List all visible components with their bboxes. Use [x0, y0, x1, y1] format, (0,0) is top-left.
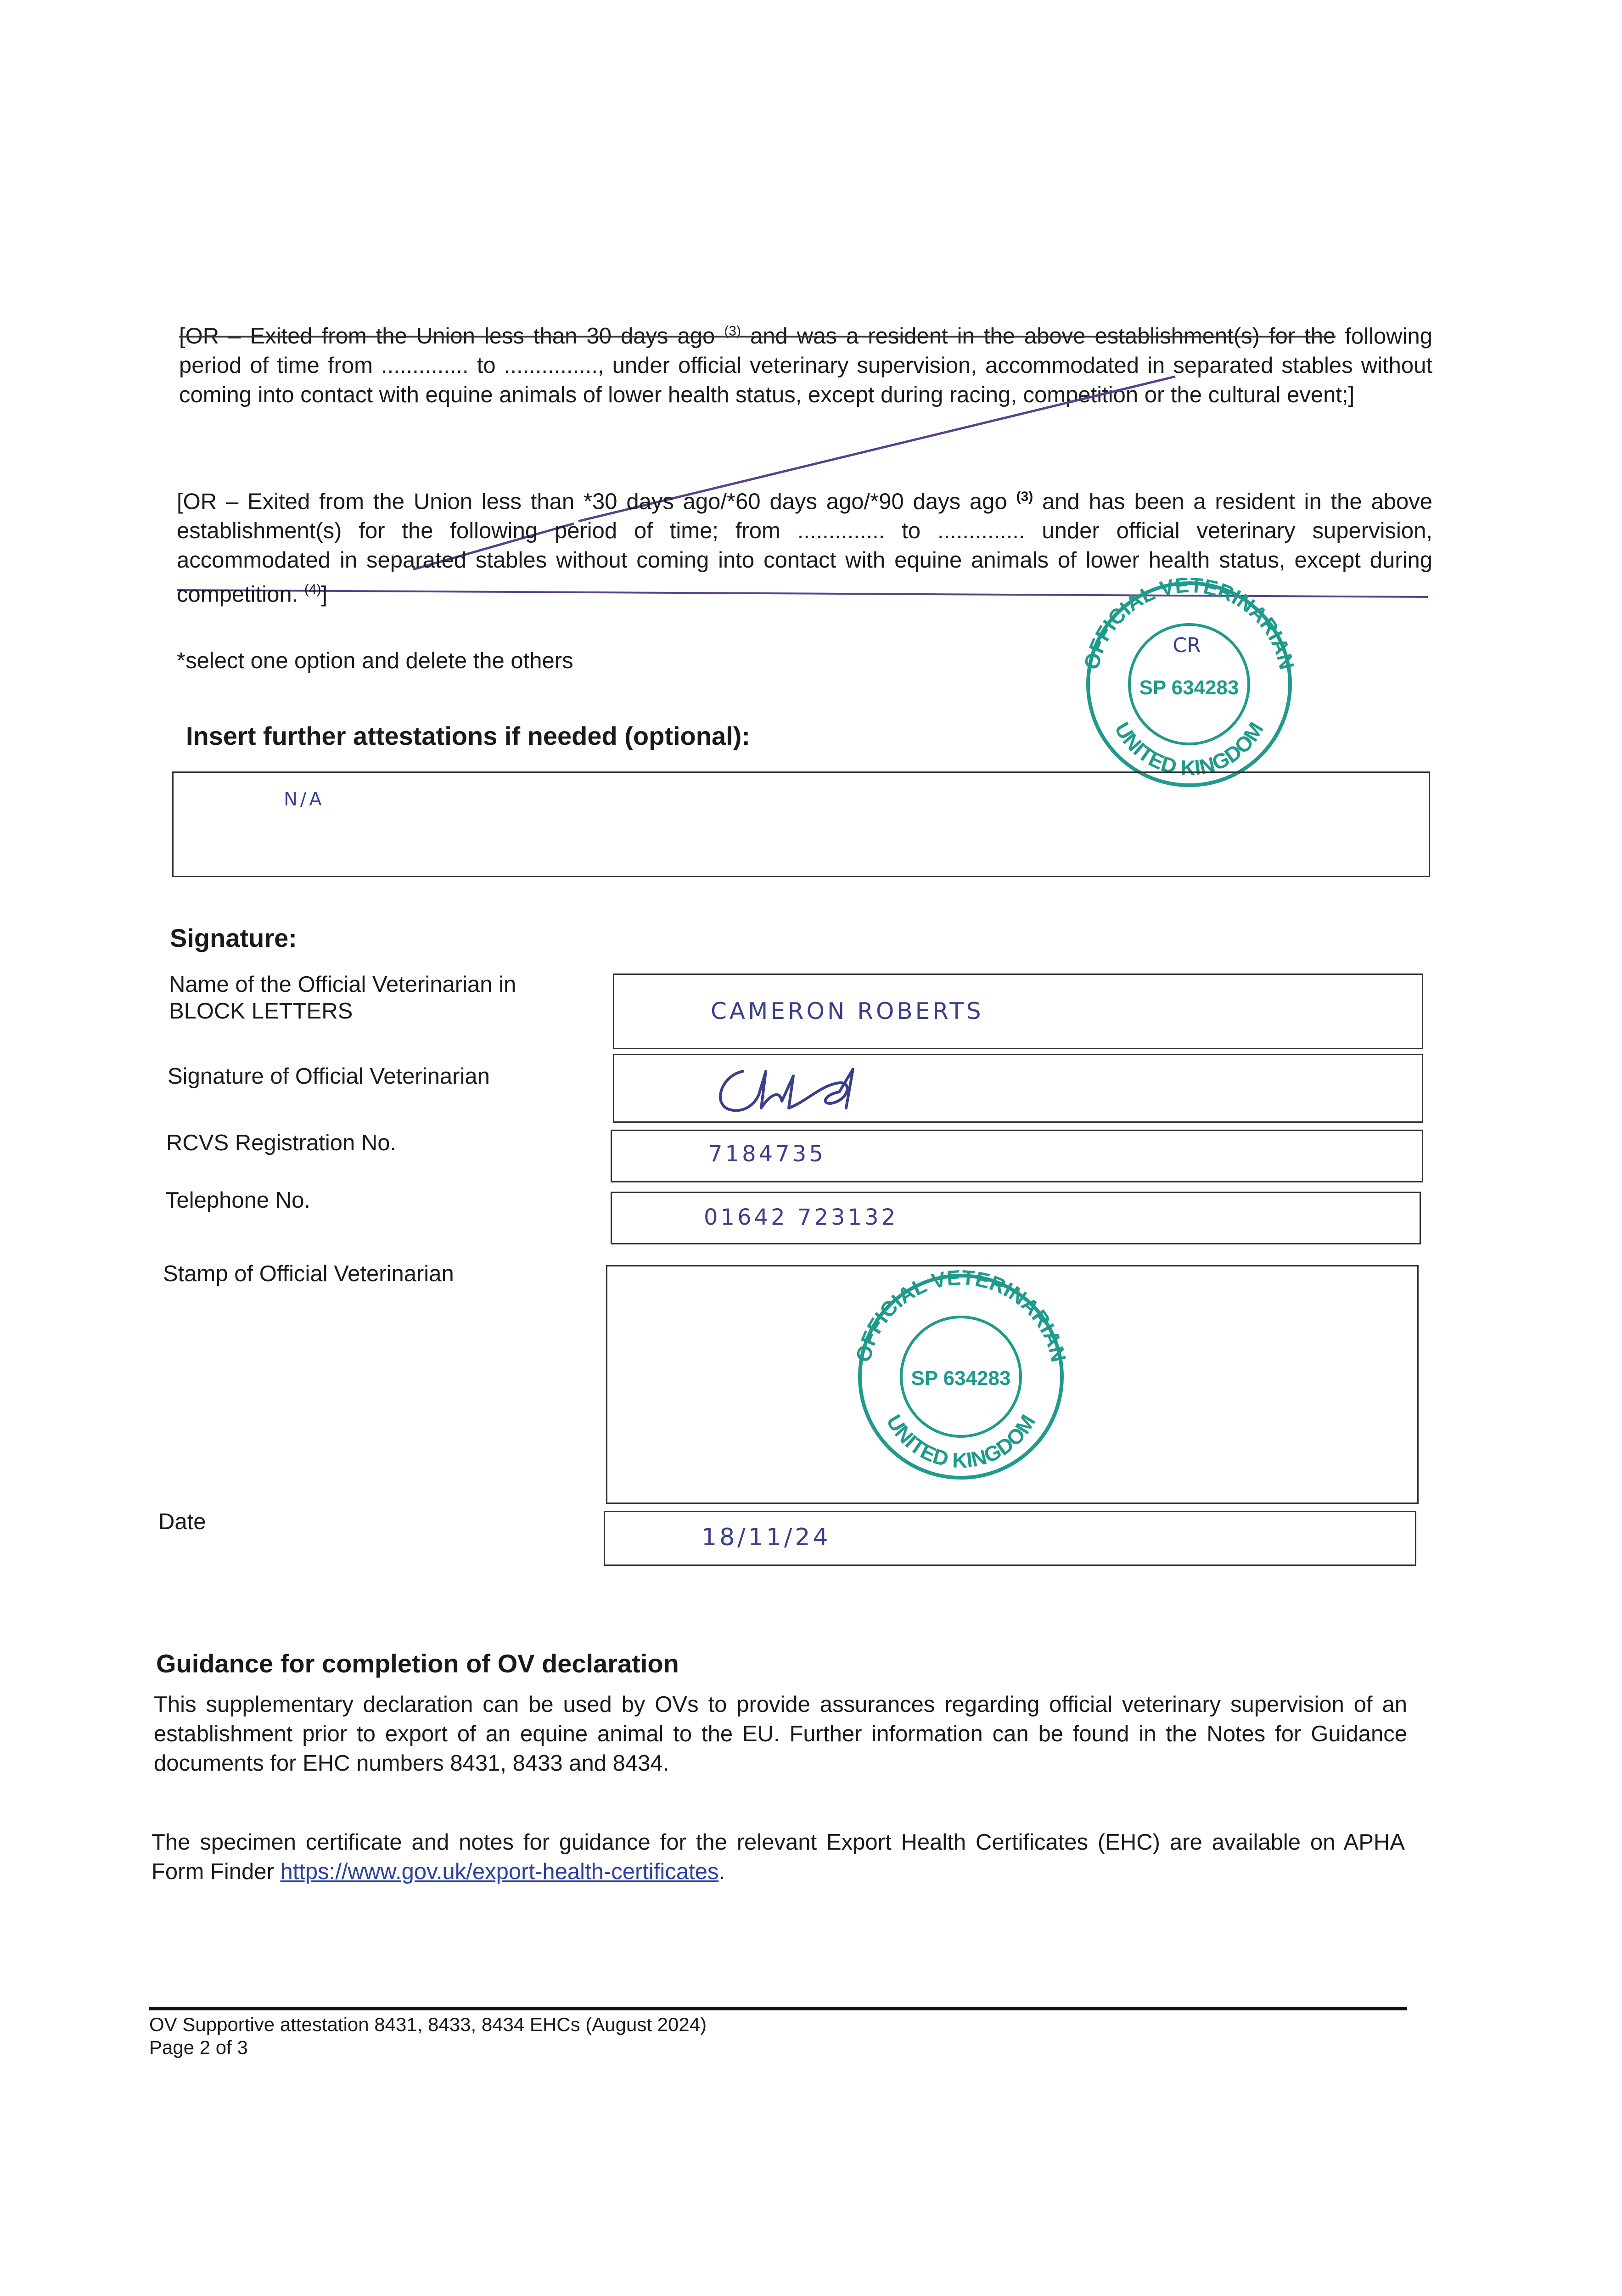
rcvs-field[interactable]: [611, 1130, 1423, 1182]
signature-label: Signature of Official Veterinarian: [168, 1064, 490, 1089]
date-label: Date: [158, 1509, 206, 1534]
guidance-paragraph-2: The specimen certificate and notes for guidance for the relevant Export Health Certificates (EHC) are available on APHA Form Finder https://www.gov.uk/export-health-certificates.: [152, 1830, 1405, 1884]
official-stamp-bottom: [842, 1266, 1080, 1487]
stamp-top-text: OFFICIAL VETERINARIAN: [1079, 574, 1299, 672]
export-health-certificates-link[interactable]: https://www.gov.uk/export-health-certificates: [280, 1859, 719, 1884]
rcvs-label: RCVS Registration No.: [166, 1131, 397, 1155]
footer-line-2: Page 2 of 3: [149, 2037, 248, 2058]
official-stamp-top: [1070, 574, 1308, 794]
signature-field[interactable]: [613, 1054, 1423, 1123]
rcvs-value: 7184735: [708, 1141, 826, 1167]
struck-text: [OR – Exited from the Union less than 30 days ago $^{(3)}$ and was a resident in the above establishment(s) for the: [179, 324, 1336, 349]
guidance-paragraph-1: This supplementary declaration can be used by OVs to provide assurances regarding official veterinary supervision of an establishment prior to export of an equine animal to the EU. Further information can be found in the Notes for Guidance documents for EHC numbers 8431, 8433 and 8434.: [154, 1692, 1407, 1776]
stamp-initials: CR: [1173, 634, 1201, 657]
stamp-label: Stamp of Official Veterinarian: [163, 1261, 454, 1286]
stamp-field[interactable]: [606, 1265, 1419, 1504]
handwritten-signature: [702, 1058, 894, 1122]
paragraph-option-2: [OR – Exited from the Union less than *30 days ago/*60 days ago/*90 days ago $^{(3)}$ and has been a resident in the above establishment(s) for the following period of time; from .............. to .............. under official veterinary supervision, accommodated in separated stables without coming into contact with equine animals of lower health status, except during competition. $^{(4)}$]: [177, 489, 1433, 607]
stamp2-number: SP 634283: [911, 1367, 1011, 1390]
further-attestations-value: N/A: [284, 789, 325, 810]
footer-rule: [149, 2007, 1407, 2010]
paragraph1-rest: following period of time from .............. to ..............., under official veterinary supervision, accommodated in separated stables without coming into contact with equine animals of lower health status, except during racing, competition or the cultural event;]: [179, 324, 1433, 408]
stamp2-top-text: OFFICIAL VETERINARIAN: [851, 1266, 1071, 1364]
telephone-value: 01642 723132: [704, 1204, 898, 1230]
further-attestations-box[interactable]: [172, 771, 1430, 877]
name-value: CAMERON ROBERTS: [711, 998, 984, 1024]
stamp-bottom-text: UNITED KINGDOM: [1110, 718, 1268, 780]
further-attestations-heading: Insert further attestations if needed (optional):: [186, 721, 750, 750]
stamp2-bottom-text: UNITED KINGDOM: [881, 1410, 1040, 1473]
telephone-label: Telephone No.: [165, 1188, 311, 1213]
date-value: 18/11/24: [702, 1524, 831, 1551]
telephone-field[interactable]: [611, 1192, 1421, 1244]
svg-text:OFFICIAL VETERINARIAN: [851, 1266, 1071, 1364]
name-label: Name of the Official Veterinarian in BLOCK LETTERS: [169, 972, 516, 1024]
date-field[interactable]: [604, 1511, 1416, 1566]
select-note: *select one option and delete the others: [177, 648, 573, 673]
guidance-heading: Guidance for completion of OV declaration: [156, 1649, 679, 1678]
stamp-number: SP 634283: [1139, 676, 1239, 699]
signature-heading: Signature:: [170, 923, 297, 952]
name-field[interactable]: [613, 974, 1423, 1049]
footer-line-1: OV Supportive attestation 8431, 8433, 8434 EHCs (August 2024): [149, 2014, 707, 2035]
